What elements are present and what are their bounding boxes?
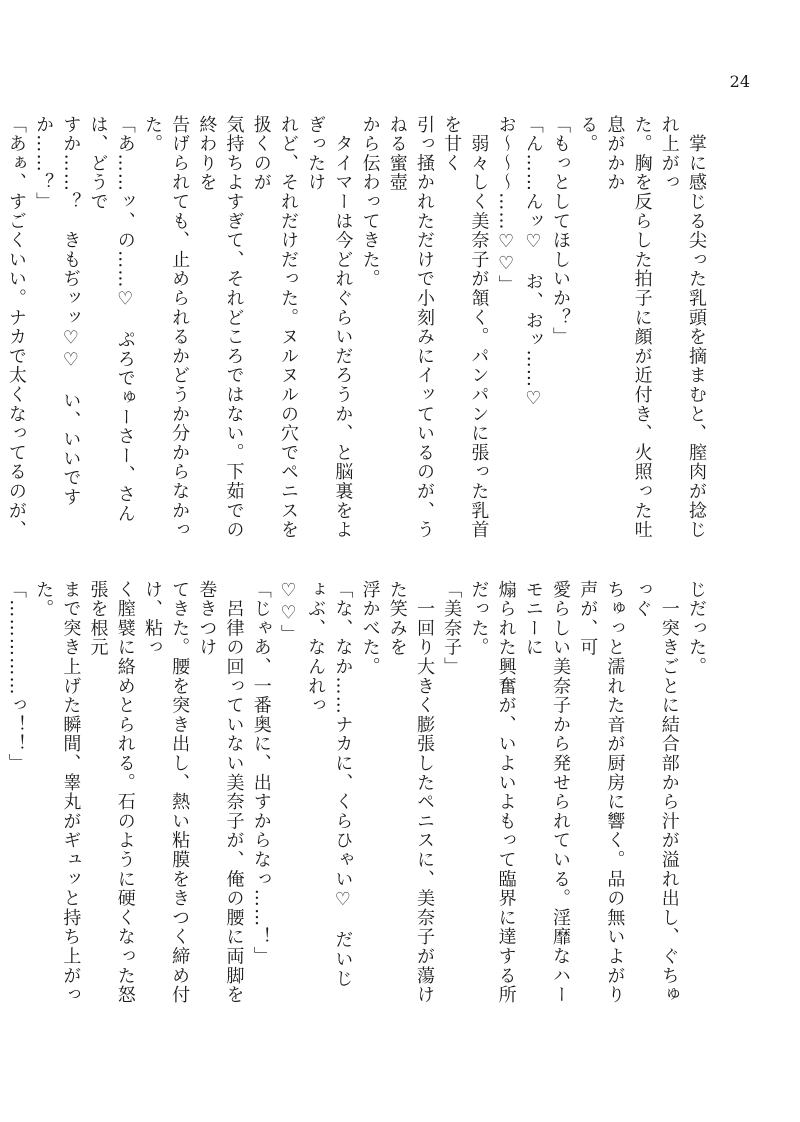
text-line: ちゅっと濡れた音が厨房に響く。品の無いよがり声が、可 xyxy=(577,580,626,1005)
text-line: 告げられても、止められるかどうか分からなかった。 xyxy=(141,115,191,540)
text-line: 煽られた興奮が、いよいよもって臨界に達する所だった。 xyxy=(468,580,517,1005)
text-column-bottom xyxy=(5,580,710,1005)
text-line: 「あ……ッ、の……♡ ぷろでゅーさー、さんは、どうで xyxy=(87,115,136,524)
text-line: 「ん……んッ♡ お、おッ……♡ お〜〜〜……♡♡」 xyxy=(495,115,544,430)
text-line: 呂律の回っていない美奈子が、俺の腰に両脚を巻きつけ xyxy=(196,580,245,1005)
text-line: 「な、なか……ナカに、くらひゃい♡ だいじょぶ、なんれっ xyxy=(305,580,354,989)
text-line: てきた。腰を突き出し、熱い粘膜をきつく締め付け、粘っ xyxy=(141,580,191,1005)
text-line: ♡♡」 xyxy=(277,580,299,644)
text-line: 気持ちよすぎて、それどころではない。下茹での終わりを xyxy=(196,115,245,540)
text-line: 「……………っ！！」 xyxy=(5,580,27,773)
text-line: 弱々しく美奈子が頷く。パンパンに張った乳首を甘く xyxy=(441,115,490,540)
text-line: じだった。 xyxy=(686,580,707,677)
text-column-top xyxy=(5,115,710,540)
text-line: タイマーは今どれぐらいだろうか、と脳裏をよぎったけ xyxy=(305,115,354,540)
text-line: 一回り大きく膨張したペニスに、美奈子が蕩けた笑みを xyxy=(386,580,435,1005)
text-line: る。 xyxy=(577,115,599,154)
text-line: 「あぁ、すごくいい。ナカで太くなってるのが、 xyxy=(5,115,27,540)
text-line: く膣襞に絡めとられる。石のように硬くなった怒張を根元 xyxy=(87,580,136,1005)
text-line: 愛らしい美奈子から発せられている。淫靡なハーモニーに xyxy=(522,580,571,1005)
text-line: 引っ掻かれただけで小刻みにイッているのが、うねる蜜壺 xyxy=(386,115,435,540)
page-number: 24 xyxy=(729,72,750,91)
text-line: 浮かべた。 xyxy=(359,580,381,677)
text-line: 「もっとしてほしいか？」 xyxy=(549,115,571,347)
text-line: まで突き上げた瞬間、睾丸がギュッと持ち上がった。 xyxy=(33,580,82,1005)
text-line: から伝わってきた。 xyxy=(359,115,381,289)
text-line: 掌に感じる尖った乳頭を摘まむと、膣肉が捻じれ上がっ xyxy=(658,115,707,540)
text-line xyxy=(0,580,3,1005)
text-line: 一突きごとに結合部から汁が溢れ出し、ぐちゅっぐ xyxy=(631,580,680,1005)
text-line: すか……？ きもぢッッ♡♡ い、いいですか……？」 xyxy=(33,115,82,507)
text-line: 「じゃあ、一番奥に、出すからなっ……！」 xyxy=(250,580,272,966)
text-line: た。胸を反らした拍子に顔が近付き、火照った吐息がかか xyxy=(604,115,653,540)
text-line: 「美奈子」 xyxy=(441,580,463,677)
text-line: れど、それだけだった。ヌルヌルの穴でペニスを扱くのが xyxy=(250,115,299,540)
